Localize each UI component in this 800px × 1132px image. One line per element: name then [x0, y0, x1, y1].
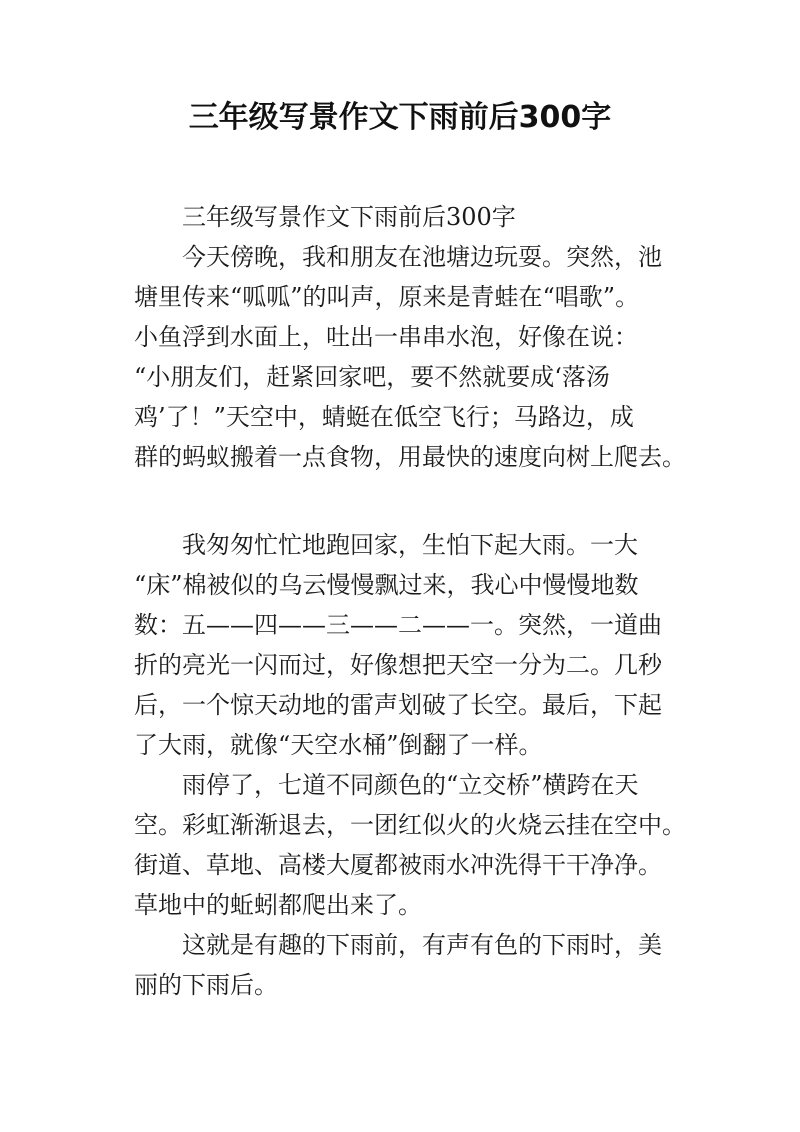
essay-line: 塘里传来“呱呱”的叫声，原来是青蛙在“唱歌”。	[134, 283, 640, 311]
essay-line: 折的亮光一闪而过，好像想把天空一分为二。几秒	[134, 651, 662, 679]
essay-line: 了大雨，就像“天空水桶”倒翻了一样。	[134, 731, 543, 759]
essay-line: 小鱼浮到水面上，吐出一串串水泡，好像在说：	[134, 323, 638, 351]
essay-line: “小朋友们，赶紧回家吧，要不然就要成‘落汤	[134, 363, 610, 391]
essay-line: 雨停了，七道不同颜色的“立交桥”横跨在天	[182, 771, 639, 799]
essay-line: 群的蚂蚁搬着一点食物，用最快的速度向树上爬去。	[134, 443, 686, 471]
essay-line: 这就是有趣的下雨前，有声有色的下雨时，美	[182, 931, 662, 959]
essay-line: 街道、草地、高楼大厦都被雨水冲洗得干干净净。	[134, 851, 662, 879]
essay-line: “床”棉被似的乌云慢慢飘过来，我心中慢慢地数	[134, 571, 639, 599]
essay-line: 草地中的蚯蚓都爬出来了。	[134, 891, 422, 919]
document-title: 三年级写景作文下雨前后300字	[188, 100, 612, 135]
essay-line: 丽的下雨后。	[134, 971, 278, 999]
essay-line: 今天傍晚，我和朋友在池塘边玩耍。突然，池	[182, 243, 662, 271]
essay-line: 我匆匆忙忙地跑回家，生怕下起大雨。一大	[182, 531, 638, 559]
essay-line: 空。彩虹渐渐退去，一团红似火的火烧云挂在空中。	[134, 811, 686, 839]
essay-line: 后，一个惊天动地的雷声划破了长空。最后，下起	[134, 691, 662, 719]
essay-line: 三年级写景作文下雨前后300字	[182, 203, 516, 231]
essay-line: 鸡’了！”天空中，蜻蜓在低空飞行；马路边，成	[134, 403, 634, 431]
essay-line: 数：五——四——三——二——一。突然，一道曲	[134, 611, 662, 639]
